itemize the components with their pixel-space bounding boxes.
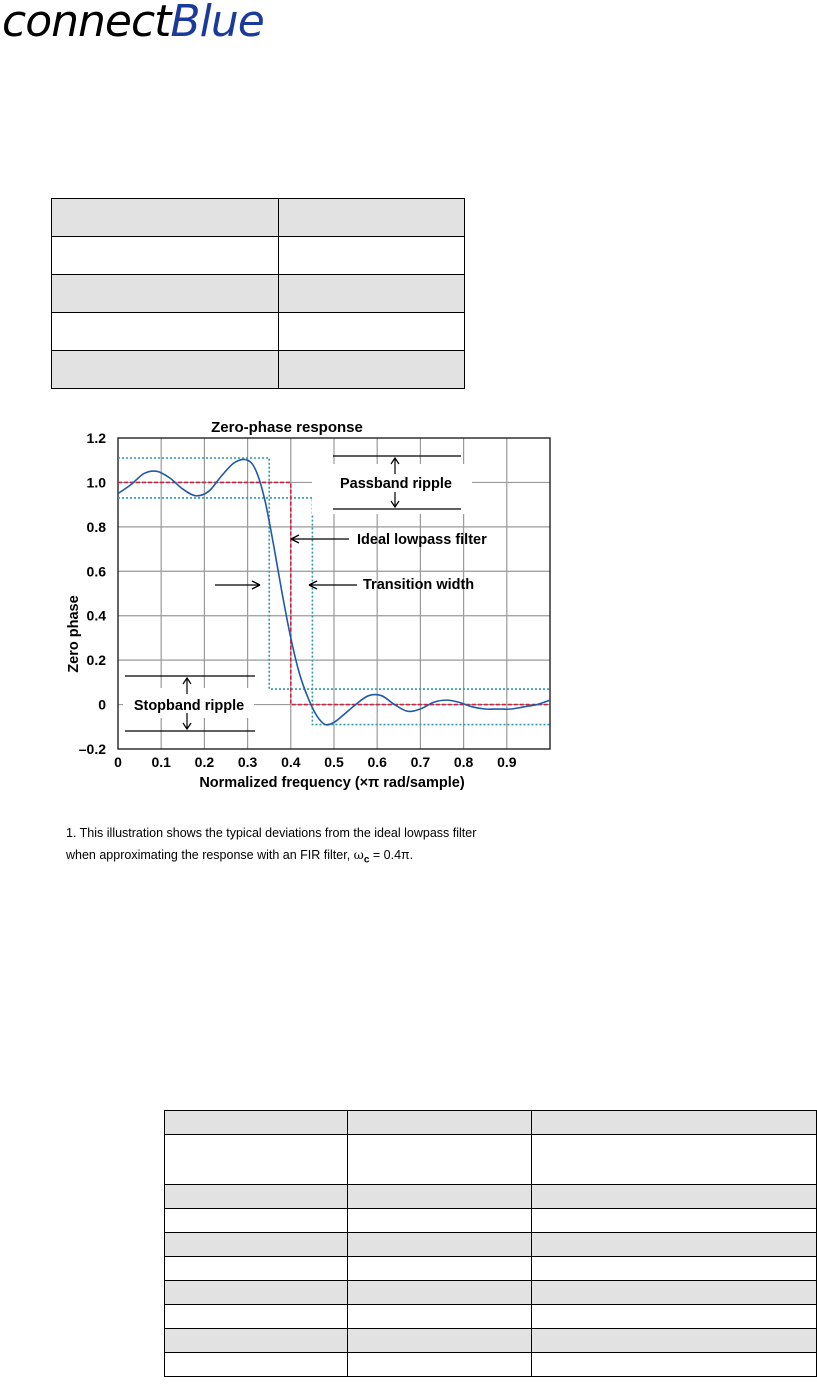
- top-table-cell: [52, 351, 279, 389]
- bottom-table-cell: [348, 1281, 532, 1305]
- top-table-cell: [52, 313, 279, 351]
- bottom-table-cell: [532, 1233, 817, 1257]
- bottom-table-cell: [165, 1135, 348, 1185]
- bottom-table-row: [165, 1281, 817, 1305]
- bottom-table-cell: [348, 1209, 532, 1233]
- top-table-row: [52, 275, 465, 313]
- stopband-ripple-label: Stopband ripple: [133, 698, 245, 714]
- bottom-table-cell: [165, 1111, 348, 1135]
- y-tick-label: 0.4: [86, 607, 106, 624]
- top-table-cell: [279, 351, 465, 389]
- x-tick-label: 0.8: [453, 754, 474, 770]
- bottom-table-cell: [348, 1305, 532, 1329]
- top-table-row: [52, 237, 465, 275]
- bottom-table-row: [165, 1185, 817, 1209]
- top-table-cell: [279, 237, 465, 275]
- bottom-table-row: [165, 1257, 817, 1281]
- top-table-row: [52, 351, 465, 389]
- bottom-table-cell: [532, 1135, 817, 1185]
- top-table-cell: [52, 199, 279, 237]
- top-table-cell: [279, 313, 465, 351]
- top-table-cell: [52, 275, 279, 313]
- y-tick-label: 0.6: [86, 563, 106, 580]
- bottom-table-cell: [532, 1257, 817, 1281]
- bottom-table-cell: [165, 1305, 348, 1329]
- y-axis-label: Zero phase: [66, 595, 82, 673]
- y-tick-label: –0.2: [78, 741, 106, 757]
- bottom-table-row: [165, 1135, 817, 1185]
- bottom-table-cell: [532, 1209, 817, 1233]
- bottom-table-cell: [348, 1257, 532, 1281]
- y-tick-label: 0.2: [86, 652, 106, 669]
- y-tick-label: 1.2: [86, 430, 106, 446]
- caption-line-2-prefix: when approximating the response with an FIR filter,: [66, 848, 354, 862]
- y-tick-label: 0.8: [86, 518, 106, 535]
- x-tick-label: 0.2: [194, 754, 215, 770]
- bottom-table-cell: [532, 1353, 817, 1377]
- bottom-table-cell: [348, 1233, 532, 1257]
- bottom-table-cell: [165, 1353, 348, 1377]
- caption-line-1: 1. This illustration shows the typical deviations from the ideal lowpass filter: [66, 826, 477, 840]
- bottom-table-cell: [532, 1281, 817, 1305]
- logo-text-blue: Blue: [170, 0, 264, 47]
- ideal-filter-label: Ideal lowpass filter: [357, 532, 487, 548]
- x-tick-label: 0.6: [367, 754, 387, 770]
- bottom-table: [164, 1110, 817, 1377]
- logo-text-connect: connect: [2, 0, 171, 47]
- bottom-table-cell: [348, 1111, 532, 1135]
- omega-subscript: c: [363, 854, 370, 866]
- x-tick-label: 0.7: [410, 754, 431, 770]
- bottom-table-cell: [348, 1135, 532, 1185]
- y-tick-label: 1.0: [86, 474, 106, 491]
- bottom-table-cell: [165, 1185, 348, 1209]
- bottom-table-row: [165, 1209, 817, 1233]
- bottom-table-cell: [348, 1329, 532, 1353]
- bottom-table-cell: [165, 1329, 348, 1353]
- x-axis-label: Normalized frequency (×π rad/sample): [199, 775, 465, 791]
- top-table-cell: [279, 199, 465, 237]
- passband-ripple-label: Passband ripple: [339, 476, 453, 492]
- x-tick-label: 0.4: [281, 754, 301, 770]
- x-tick-label: 0.5: [324, 754, 344, 770]
- omega-symbol: ω: [353, 847, 364, 862]
- transition-left-arrow: [215, 581, 260, 589]
- top-table: [51, 198, 465, 389]
- chart-title: Zero-phase response: [211, 419, 363, 436]
- figure-caption: [66, 823, 626, 871]
- ideal-filter-arrow: [291, 535, 349, 543]
- bottom-table-cell: [165, 1233, 348, 1257]
- top-table-cell: [279, 275, 465, 313]
- bottom-table-cell: [532, 1111, 817, 1135]
- top-table-row: [52, 313, 465, 351]
- bottom-table-cell: [165, 1257, 348, 1281]
- bottom-table-cell: [165, 1281, 348, 1305]
- bottom-table-cell: [165, 1209, 348, 1233]
- bottom-table-cell: [348, 1185, 532, 1209]
- x-tick-label: 0.9: [497, 754, 517, 770]
- bottom-table-row: [165, 1233, 817, 1257]
- bottom-table-row: [165, 1111, 817, 1135]
- x-tick-label: 0.1: [151, 754, 171, 770]
- transition-width-label: Transition width: [363, 577, 475, 593]
- top-table-cell: [52, 237, 279, 275]
- x-tick-label: 0.3: [237, 754, 258, 770]
- bottom-table-row: [165, 1353, 817, 1377]
- bottom-table-cell: [532, 1305, 817, 1329]
- transition-right-arrow: [309, 581, 357, 589]
- caption-line-2: [66, 844, 626, 871]
- top-table-row: [52, 199, 465, 237]
- y-tick-label: 0: [98, 696, 106, 713]
- bottom-table-row: [165, 1329, 817, 1353]
- bottom-table-cell: [532, 1329, 817, 1353]
- bottom-table-cell: [348, 1353, 532, 1377]
- caption-line-2-suffix: = 0.4π.: [369, 848, 414, 862]
- zero-phase-chart: [55, 414, 555, 799]
- bottom-table-row: [165, 1305, 817, 1329]
- bottom-table-cell: [532, 1185, 817, 1209]
- company-logo: [2, 0, 264, 47]
- x-tick-label: 0: [114, 754, 122, 770]
